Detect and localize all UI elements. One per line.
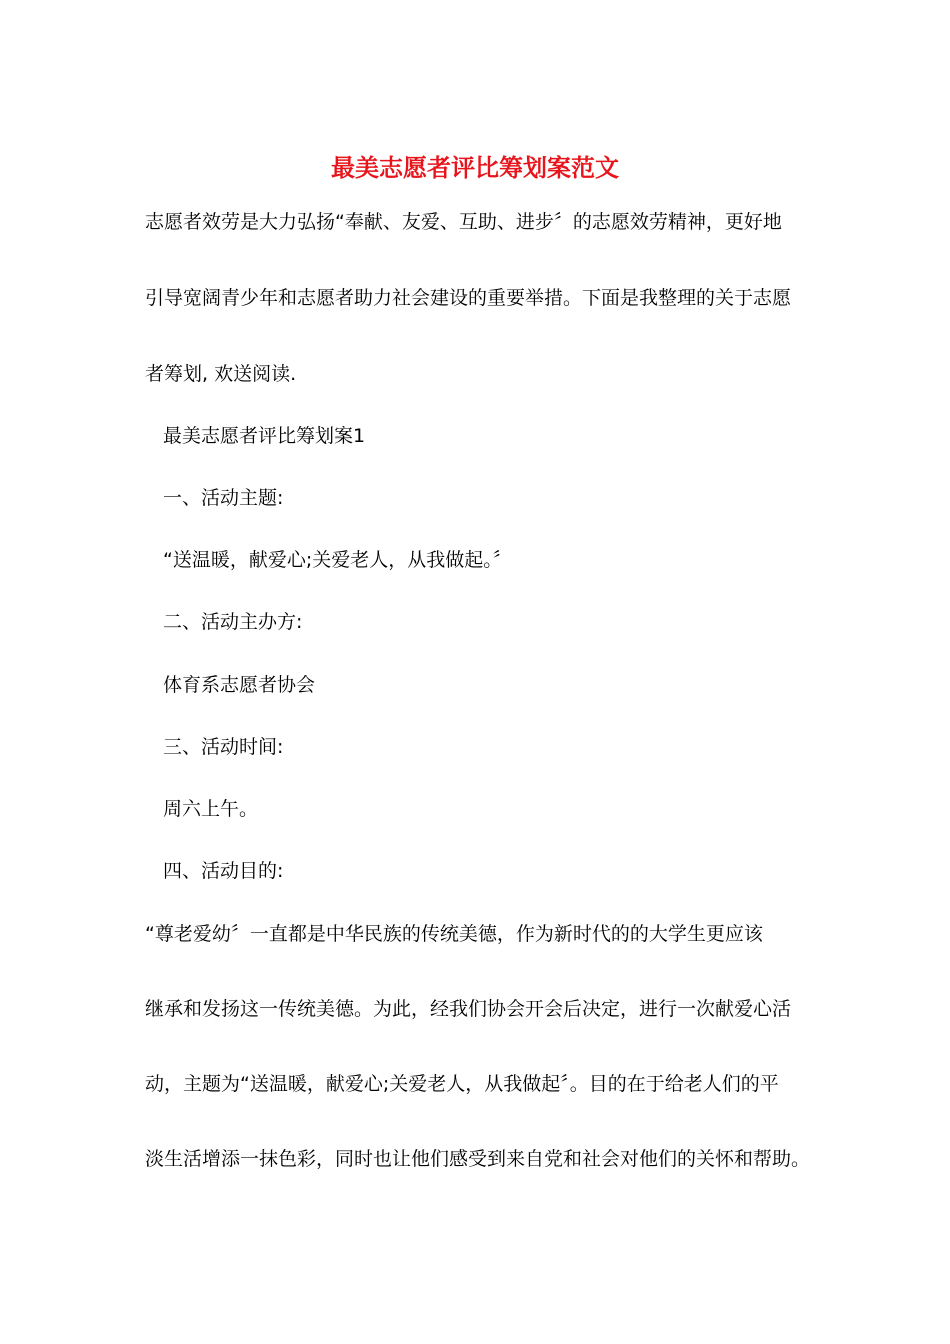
section-heading: 最美志愿者评比筹划案1 (163, 425, 366, 447)
item-time-heading: 三、活动时间: (163, 736, 284, 758)
intro-line-3: 者筹划, 欢送阅读. (145, 363, 297, 385)
purpose-line-4: 淡生活增添一抹色彩，同时也让他们感受到来自党和社会对他们的关怀和帮助。 (145, 1148, 811, 1170)
item-organizer-heading: 二、活动主办方: (163, 611, 303, 633)
item-theme-heading: 一、活动主题: (163, 487, 284, 509)
item-purpose-heading: 四、活动目的: (163, 860, 284, 882)
item-theme-text: “送温暖，献爱心;关爱老人，从我做起。〞 (163, 549, 512, 571)
intro-line-1: 志愿者效劳是大力弘扬“奉献、友爱、互助、进步〞的志愿效劳精神，更好地 (145, 211, 782, 233)
item-organizer-text: 体育系志愿者协会 (163, 674, 316, 696)
intro-line-2: 引导宽阔青少年和志愿者助力社会建设的重要举措。下面是我整理的关于志愿 (145, 287, 792, 309)
item-time-text: 周六上午。 (163, 798, 259, 820)
purpose-line-1: “尊老爱幼〞一直都是中华民族的传统美德，作为新时代的的大学生更应该 (145, 923, 763, 945)
purpose-line-3: 动，主题为“送温暖，献爱心;关爱老人，从我做起〞。目的在于给老人们的平 (145, 1073, 779, 1095)
document-title: 最美志愿者评比筹划案范文 (331, 153, 619, 182)
purpose-line-2: 继承和发扬这一传统美德。为此，经我们协会开会后决定，进行一次献爱心活 (145, 998, 792, 1020)
